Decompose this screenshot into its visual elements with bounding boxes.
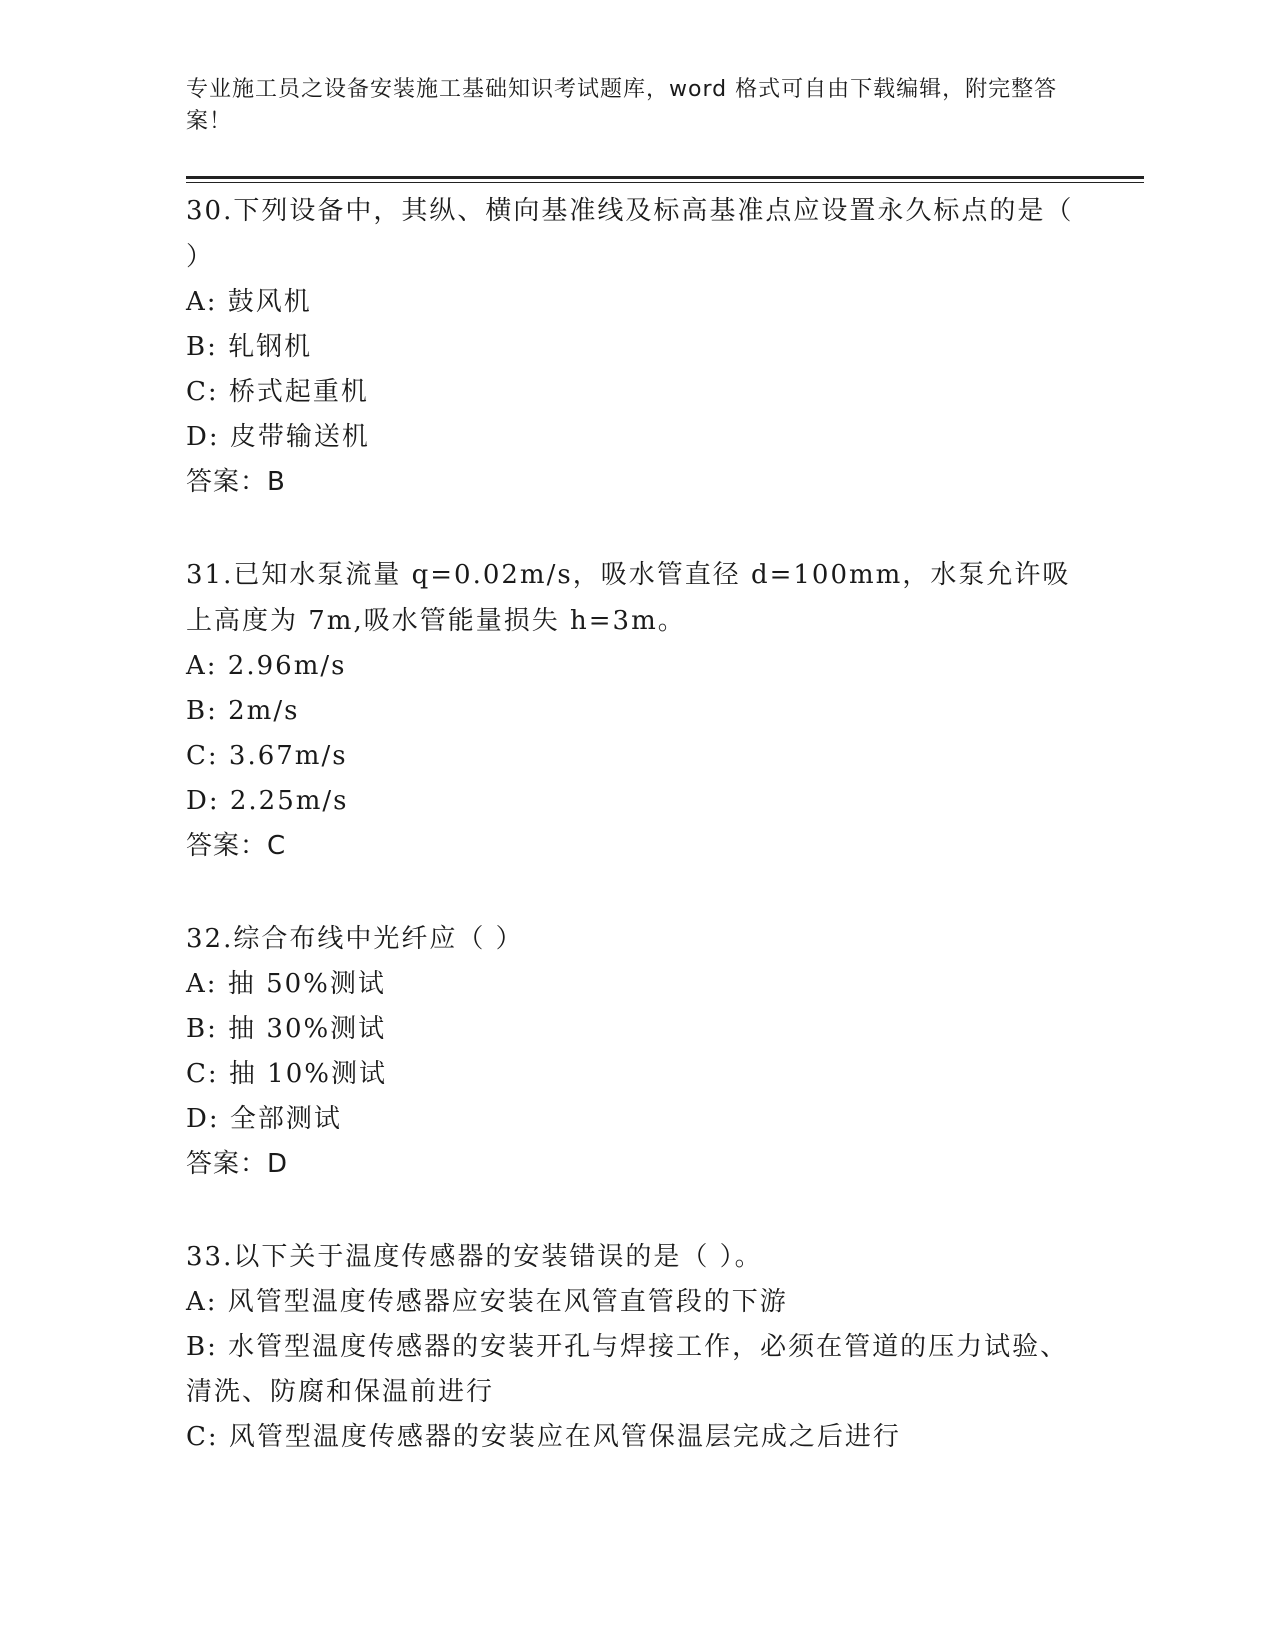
answer-label: 答案：C bbox=[186, 831, 287, 861]
question-33 bbox=[186, 1234, 1086, 1460]
question-title: 31.已知水泵流量 q=0.02m/s，吸水管直径 d=100mm，水泵允许吸上高度为 7m,吸水管能量损失 h=3m。 bbox=[186, 560, 1071, 636]
question-32 bbox=[186, 916, 1086, 1187]
answer-label: 答案：B bbox=[186, 467, 286, 497]
option-d: D: 皮带输送机 bbox=[186, 422, 370, 452]
option-a: A: 风管型温度传感器应安装在风管直管段的下游 bbox=[186, 1287, 788, 1317]
option-b: B: 轧钢机 bbox=[186, 332, 313, 362]
option-b: B: 2m/s bbox=[186, 696, 300, 726]
option-d: D: 2.25m/s bbox=[186, 786, 349, 816]
question-list bbox=[186, 188, 1086, 1460]
question-title: 30.下列设备中，其纵、横向基准线及标高基准点应设置永久标点的是（ ） bbox=[186, 196, 1074, 272]
header-divider-thick bbox=[186, 176, 1144, 179]
option-d: D: 全部测试 bbox=[186, 1104, 342, 1134]
answer-label: 答案：D bbox=[186, 1149, 289, 1179]
option-c: C: 风管型温度传感器的安装应在风管保温层完成之后进行 bbox=[186, 1422, 901, 1452]
option-c: C: 桥式起重机 bbox=[186, 377, 369, 407]
option-b: B: 抽 30%测试 bbox=[186, 1014, 387, 1044]
question-title: 32.综合布线中光纤应（ ） bbox=[186, 924, 524, 954]
option-a: A: 抽 50%测试 bbox=[186, 969, 386, 999]
option-c: C: 抽 10%测试 bbox=[186, 1059, 387, 1089]
question-31 bbox=[186, 552, 1086, 869]
header-divider-thin bbox=[186, 182, 1144, 183]
document-header: 专业施工员之设备安装施工基础知识考试题库，word 格式可自由下载编辑，附完整答案！ bbox=[186, 77, 1058, 134]
option-a: A: 2.96m/s bbox=[186, 651, 347, 681]
question-30 bbox=[186, 188, 1086, 505]
question-title: 33.以下关于温度传感器的安装错误的是（ ）。 bbox=[186, 1242, 763, 1272]
option-c: C: 3.67m/s bbox=[186, 741, 348, 771]
option-a: A: 鼓风机 bbox=[186, 287, 312, 317]
option-b: B: 水管型温度传感器的安装开孔与焊接工作，必须在管道的压力试验、清洗、防腐和保温前进行 bbox=[186, 1332, 1069, 1407]
